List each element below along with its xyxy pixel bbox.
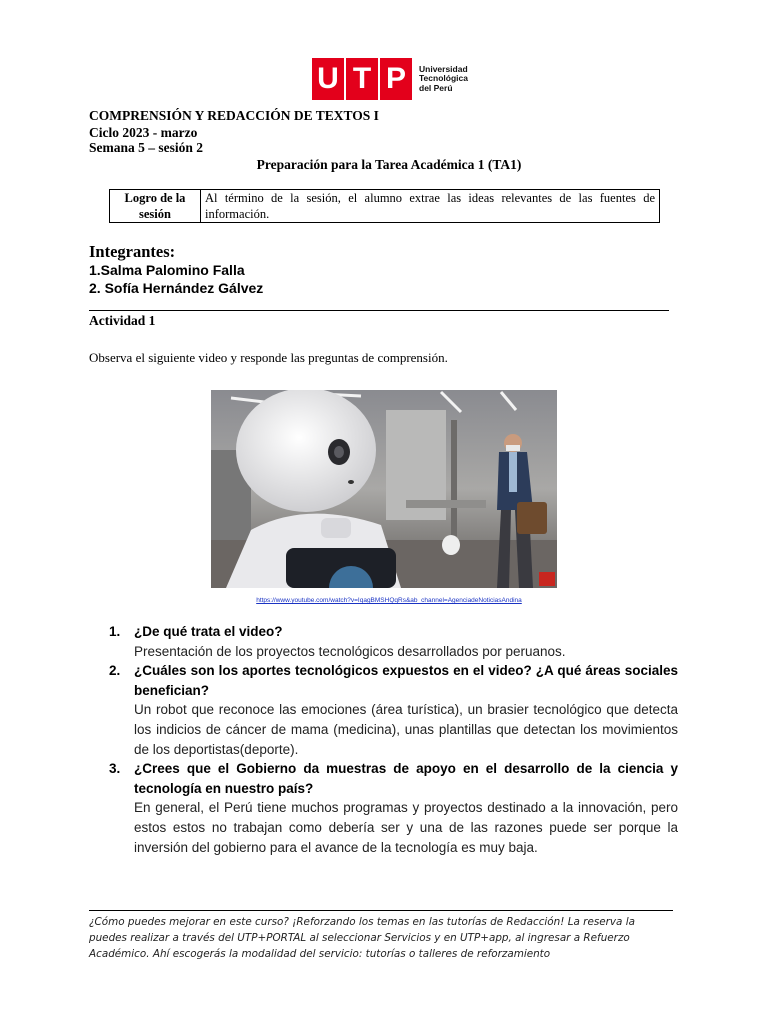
question-text: ¿De qué trata el video? [134,624,283,639]
logo-name-line-2: Tecnológica [419,73,468,84]
answer-text: Presentación de los proyectos tecnológicos desarrollados por peruanos. [134,643,566,659]
robot-video-image [211,390,557,588]
question-body [134,759,678,857]
logro-row [110,190,660,223]
activity-intro: Observa el siguiente video y responde las preguntas de comprensión. [89,350,448,365]
logo-name-line-3: del Perú [419,82,453,93]
logro-label: Logro de la sesión [110,190,201,223]
member-2: 2. Sofía Hernández Gálvez [89,280,264,296]
activity-title: Actividad 1 [89,313,156,328]
video-thumbnail[interactable] [211,390,557,588]
question-text: ¿Crees que el Gobierno da muestras de apoyo en el desarrollo de la ciencia y tecnología en nuestro país? [134,761,678,796]
video-link[interactable]: https://www.youtube.com/watch?v=IqagBMSHQqRs&ab_channel=AgenciadeNoticiasAndina [256,597,522,604]
logo-letter-t: T [346,58,378,100]
question-body [134,622,678,661]
member-1: 1.Salma Palomino Falla [89,262,245,278]
logo-letter-u: U [312,58,344,100]
answer-text: Un robot que reconoce las emociones (área turística), un brasier tecnológico que detecta los indicios de cáncer de mama (medicina), unas plantillas que detectan los movimientos de los deportistas(deporte). [134,702,678,757]
footer-divider [89,910,673,911]
answer-text: En general, el Perú tiene muchos programas y proyectos destinado a la innovación, pero estos estos no trabajan como debería ser y una de las razones puede ser porque la inversión del gobierno para el avance de la tecnología es muy baja. [134,800,678,855]
section-divider [89,310,669,311]
question-item-2 [109,661,678,759]
question-number: 1. [109,624,121,639]
week-text: Semana 5 – sesión 2 [89,140,204,155]
document-subtitle: Preparación para la Tarea Académica 1 (TA1) [256,157,522,172]
logro-table [109,189,660,223]
question-item-1 [109,622,678,661]
logro-text: Al término de la sesión, el alumno extrae las ideas relevantes de las fuentes de información. [201,190,660,223]
question-number: 2. [109,663,121,679]
utp-logo [312,58,468,100]
logo-letter-p: P [380,58,412,100]
logo-university-name [419,65,468,94]
footer-note: ¿Cómo puedes mejorar en este curso? ¡Reforzando los temas en las tutorías de Redacción! La reserva la puedes realizar a través del UTP+PORTAL al seleccionar Servicios y en UTP+app, al ingresar a Refuerzo Académico. Ahí escogerás la modalidad del servicio: tutorías o talleres de reforzamiento [89,916,635,960]
course-title: COMPRENSIÓN Y REDACCIÓN DE TEXTOS I [89,108,379,123]
question-text: ¿Cuáles son los aportes tecnológicos expuestos en el video? ¿A qué áreas sociales benefician? [134,663,678,698]
utp-logo-mark [312,58,412,100]
question-item-3 [109,759,678,857]
question-body [134,661,678,759]
cycle-text: Ciclo 2023 - marzo [89,125,198,140]
questions-list [109,622,678,857]
logo-name-line-1: Universidad [419,63,468,74]
integrantes-title: Integrantes: [89,242,176,261]
question-number: 3. [109,761,121,777]
